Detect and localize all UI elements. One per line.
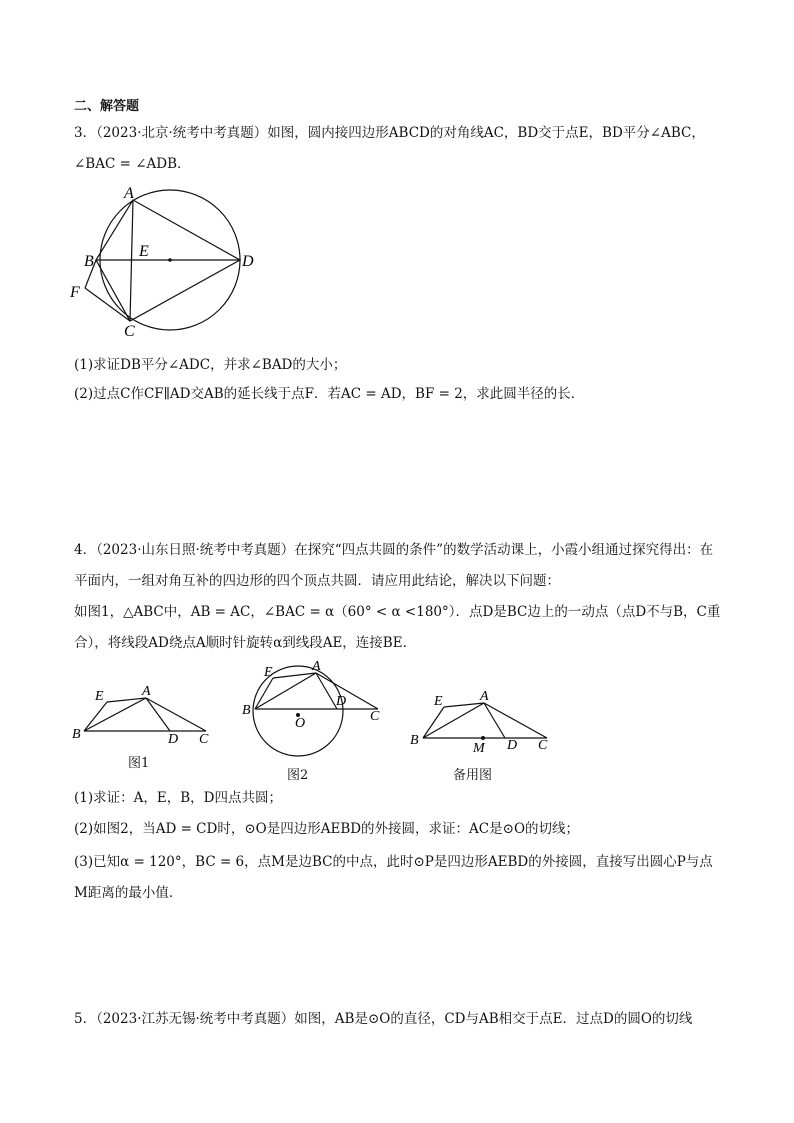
fig3-label-c: C [538, 738, 548, 752]
fig1-eb [84, 702, 107, 731]
fig2-label-b: B [242, 703, 251, 718]
q4-statement-line1: 4．（2023·山东日照·统考中考真题）在探究“四点共圆的条件”的数学活动课上，小霞小组通过探究得出：在 [74, 542, 714, 558]
q3-figure [60, 180, 270, 340]
fig3-label-d: D [507, 738, 518, 752]
q3-segment-fc [85, 288, 130, 321]
q3-label-a: A [124, 185, 134, 202]
q4-figure-2 [238, 660, 388, 765]
fig1-caption: 图1 [128, 756, 150, 771]
fig3-ac [484, 703, 547, 738]
q4-statement-line2: 平面内，一组对角互补的四边形的四个顶点共圆．请应用此结论，解决以下问题： [74, 573, 560, 589]
fig3-midpoint-dot [481, 736, 485, 740]
fig3-label-b: B [410, 733, 419, 748]
q3-label-b: B [84, 253, 94, 270]
q3-center-dot [168, 258, 172, 262]
fig3-ab [423, 703, 484, 738]
fig3-label-a: A [480, 689, 489, 704]
q3-statement-line1: 3．（2023·北京·统考中考真题）如图，圆内接四边形ABCD的对角线AC，BD交于点E，BD平分∠ABC， [74, 125, 705, 141]
q5-statement-line1: 5．（2023·江苏无锡·统考中考真题）如图，AB是⊙O的直径，CD与AB相交于点E．过点D的圆O的切线 [74, 1011, 693, 1027]
q3-label-c: C [124, 323, 135, 340]
q4-statement-line3: 如图1，△ABC中，AB = AC，∠BAC = α（60° < α <180°）．点D是BC边上的一动点（点D不与B，C重 [74, 604, 721, 620]
fig1-label-e: E [95, 689, 104, 704]
q3-part1: (1)求证DB平分∠ADC，并求∠BAD的大小； [74, 357, 347, 373]
q4-part3-line1: (3)已知α = 120°，BC = 6，点M是边BC的中点，此时⊙P是四边形AEBD的外接圆，直接写出圆心P与点 [74, 854, 713, 870]
fig1-ad [146, 698, 170, 731]
fig2-label-c: C [370, 709, 380, 724]
q3-part2: (2)过点C作CF∥AD交AB的延长线于点F．若AC = AD，BF = 2，求此圆半径的长． [74, 386, 585, 402]
fig2-ac [316, 673, 378, 709]
fig3-eb [423, 707, 444, 738]
fig3-label-e: E [434, 694, 443, 709]
fig1-label-b: B [72, 727, 81, 742]
q4-figure-1 [70, 680, 215, 745]
fig1-label-d: D [168, 732, 179, 745]
fig2-label-a: A [312, 660, 321, 674]
section-heading: 二、解答题 [74, 99, 140, 114]
fig2-label-d: D [336, 694, 347, 709]
q4-figure-backup [405, 680, 555, 752]
fig2-label-e: E [264, 665, 273, 680]
fig1-label-a: A [142, 684, 151, 699]
fig1-ac [146, 698, 206, 731]
q4-part2: (2)如图2，当AD = CD时，⊙O是四边形AEBD的外接圆，求证：AC是⊙O的切线； [74, 821, 580, 837]
q3-label-f: F [70, 284, 80, 301]
q3-label-d: D [242, 253, 254, 270]
fig2-label-o: O [295, 716, 306, 731]
fig3-caption: 备用图 [453, 768, 493, 783]
q4-part3-line2: M距离的最小值． [74, 885, 183, 901]
fig2-ad [316, 673, 337, 709]
q4-part1: (1)求证：A，E，B，D四点共圆； [74, 790, 282, 806]
fig1-ab [84, 698, 146, 731]
fig3-label-m: M [473, 741, 485, 752]
fig2-caption: 图2 [287, 768, 309, 783]
q4-statement-line4: 合），将线段AD绕点A顺时针旋转α到线段AE，连接BE． [74, 635, 417, 651]
q3-statement-line2: ∠BAC = ∠ADB． [74, 156, 191, 172]
q3-label-e: E [139, 243, 149, 260]
fig1-label-c: C [199, 732, 209, 745]
